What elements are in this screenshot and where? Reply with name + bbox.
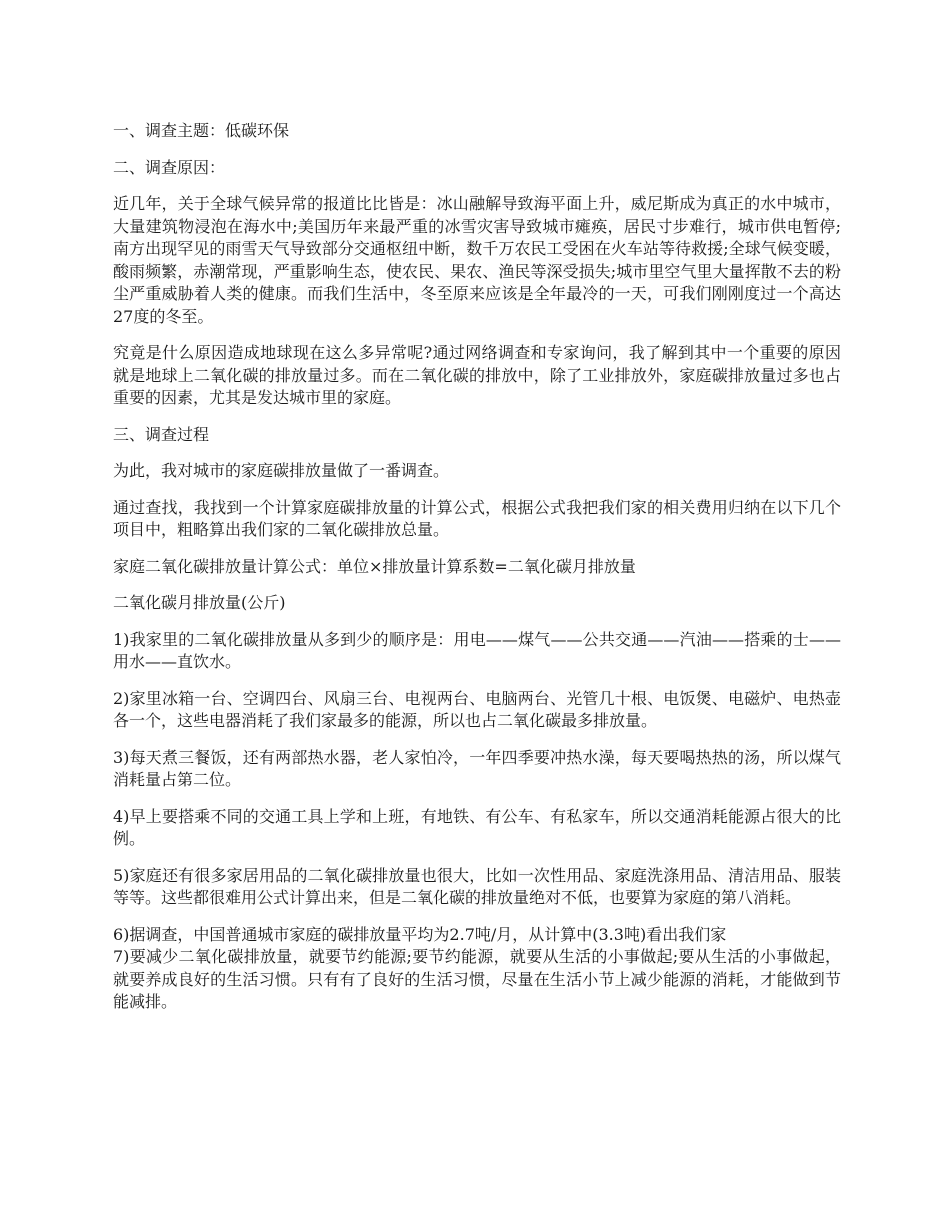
list-item-1: 1)我家里的二氧化碳排放量从多到少的顺序是：用电——煤气——公共交通——汽油——搭乘的士——用水——直饮水。: [113, 629, 841, 671]
paragraph-survey-intro: 为此，我对城市的家庭碳排放量做了一番调查。: [113, 461, 450, 480]
section-heading-topic: 一、调查主题：低碳环保: [113, 121, 290, 140]
list-item-4: 4)早上要搭乘不同的交通工具上学和上班，有地铁、有公车、有私家车，所以交通消耗能源占很大的比例。: [113, 806, 841, 848]
paragraph-monthly-emission: 二氧化碳月排放量(公斤): [113, 593, 286, 612]
paragraph-cause: 究竟是什么原因造成地球现在这么多异常呢?通过网络调查和专家询问，我了解到其中一个重要的原因就是地球上二氧化碳的排放量过多。而在二氧化碳的排放中，除了工业排放外，家庭碳排放量过多也占重要的因素，尤其是发达城市里的家庭。: [113, 343, 841, 407]
list-item-5: 5)家庭还有很多家居用品的二氧化碳排放量也很大，比如一次性用品、家庭洗涤用品、清洁用品、服装等等。这些都很难用公式计算出来，但是二氧化碳的排放量绝对不低，也要算为家庭的第八消耗。: [113, 865, 841, 907]
list-item-2: 2)家里冰箱一台、空调四台、风扇三台、电视两台、电脑两台、光管几十根、电饭煲、电磁炉、电热壶各一个，这些电器消耗了我们家最多的能源，所以也占二氧化碳最多排放量。: [113, 688, 841, 730]
list-item-6: 6)据调查，中国普通城市家庭的碳排放量平均为2.7吨/月，从计算中(3.3吨)看出我们家: [113, 924, 727, 944]
paragraph-climate-anomalies: 近几年，关于全球气候异常的报道比比皆是：冰山融解导致海平面上升，威尼斯成为真正的水中城市，大量建筑物浸泡在海水中;美国历年来最严重的冰雪灾害导致城市瘫痪，居民寸步难行，城市供电暂停;南方出现罕见的雨雪天气导致部分交通枢纽中断，数千万农民工受困在火车站等待救援;全球气候变暖，酸雨频繁，赤潮常现，严重影响生态，使农民、果农、渔民等深受损失;城市里空气里大量挥散不去的粉尘严重威胁着人类的健康。而我们生活中，冬至原来应该是全年最冷的一天，可我们刚刚度过一个高达27度的冬至。: [113, 194, 841, 326]
document-body: [113, 120, 841, 1028]
section-heading-process: 三、调查过程: [113, 424, 210, 444]
list-item-3: 3)每天煮三餐饭，还有两部热水器，老人家怕冷，一年四季要冲热水澡，每天要喝热热的汤，所以煤气消耗量占第二位。: [113, 747, 841, 789]
paragraph-formula-intro: 通过查找，我找到一个计算家庭碳排放量的计算公式，根据公式我把我们家的相关费用归纳在以下几个项目中，粗略算出我们家的二氧化碳排放总量。: [113, 497, 841, 539]
paragraph-formula: 家庭二氧化碳排放量计算公式：单位×排放量计算系数=二氧化碳月排放量: [113, 556, 636, 576]
section-heading-reason: 二、调查原因：: [113, 157, 226, 177]
list-item-7: 7)要减少二氧化碳排放量，就要节约能源;要节约能源，就要从生活的小事做起;要从生活的小事做起，就要养成良好的生活习惯。只有有了良好的生活习惯，尽量在生活小节上减少能源的消耗，才能做到节能减排。: [113, 947, 841, 1011]
